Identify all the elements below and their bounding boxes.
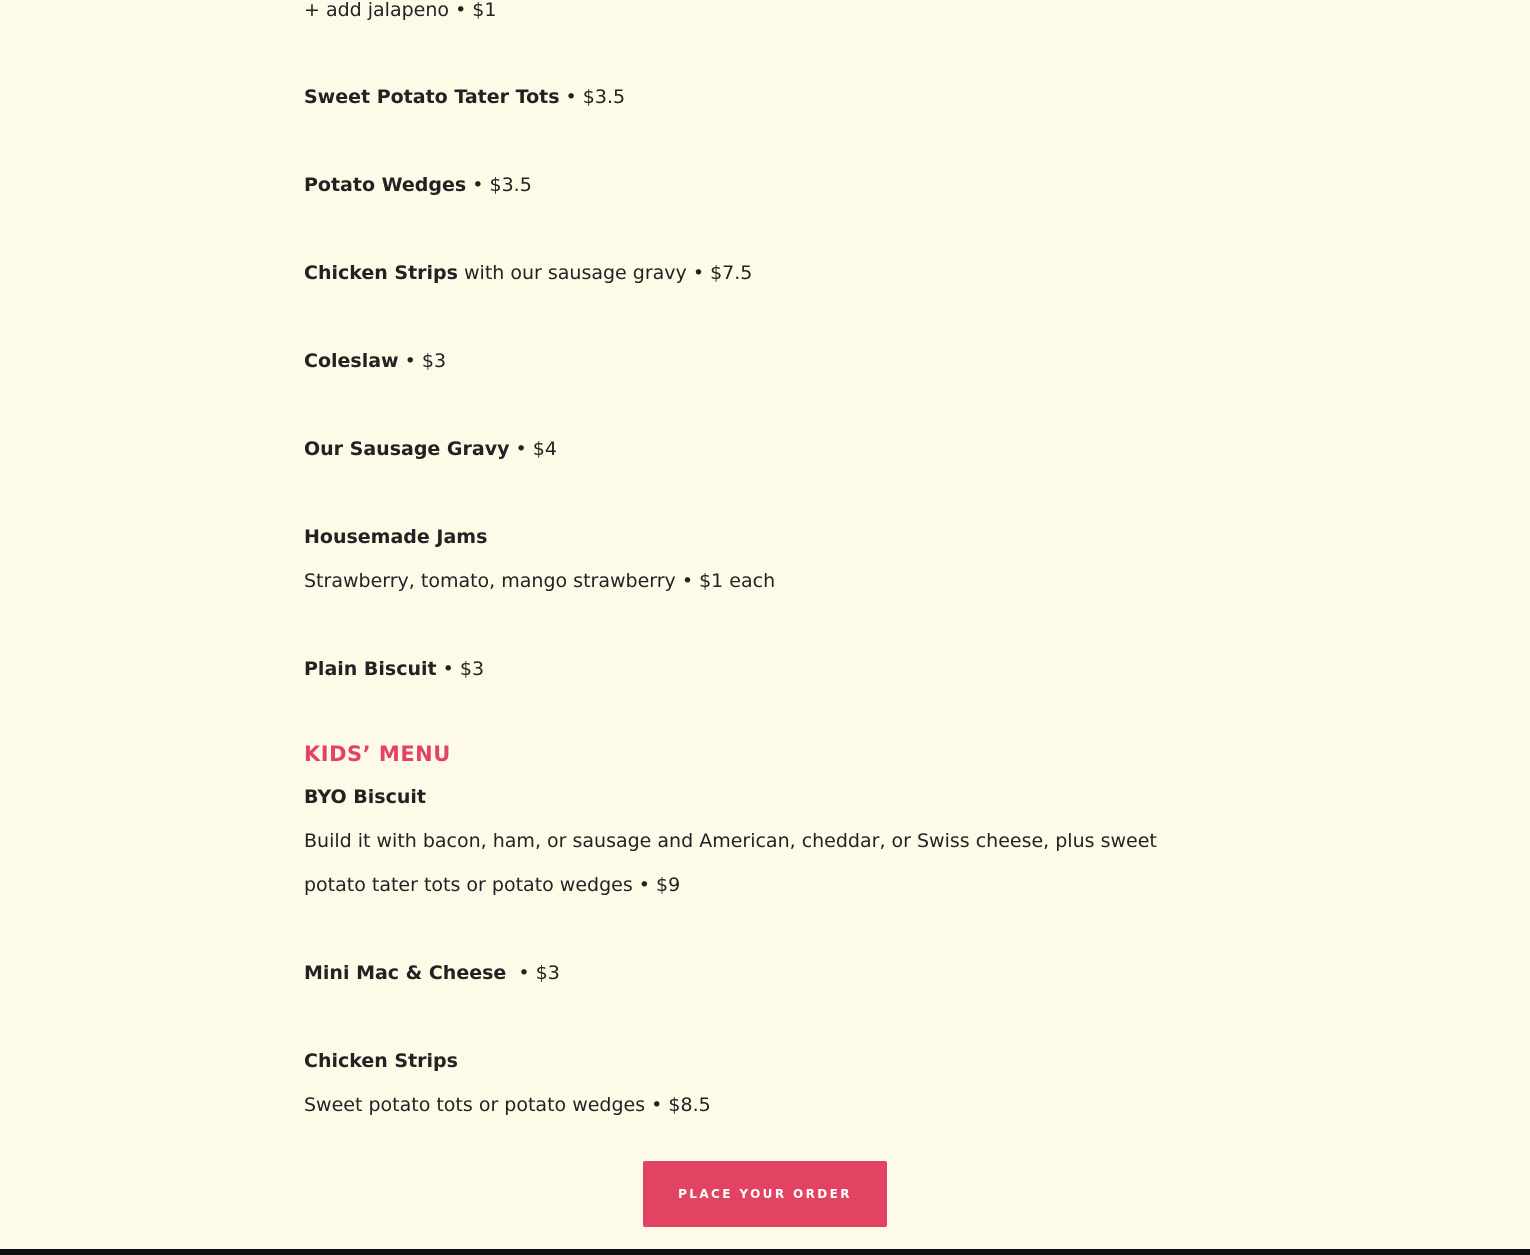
menu-item-byo-biscuit: BYO Biscuit — [304, 786, 426, 808]
kids-menu-heading: KIDS’ MENU — [304, 742, 451, 766]
menu-item-price: • $3 — [398, 350, 447, 372]
menu-item-chicken-strips-gravy — [304, 261, 752, 285]
menu-item-potato-wedges — [304, 173, 532, 197]
menu-item-description: Sweet potato tots or potato wedges • $8.5 — [304, 1094, 711, 1116]
menu-item-price: • $3.5 — [559, 86, 626, 108]
menu-item-price: • $3 — [436, 658, 485, 680]
menu-item-name: Coleslaw — [304, 350, 399, 372]
menu-item-kids-chicken-strips: Chicken Strips — [304, 1050, 458, 1072]
jalapeno-addon: + add jalapeno • $1 — [304, 0, 497, 21]
menu-item-sausage-gravy — [304, 437, 557, 461]
menu-item-name: Chicken Strips — [304, 262, 458, 284]
menu-item-sweet-potato-tots — [304, 85, 625, 109]
menu-item-name: Plain Biscuit — [304, 658, 437, 680]
place-order-button[interactable]: PLACE YOUR ORDER — [643, 1161, 887, 1227]
menu-item-price: • $3.5 — [466, 174, 532, 196]
menu-item-name: Sweet Potato Tater Tots — [304, 86, 560, 108]
menu-item-price: • $3 — [506, 962, 560, 984]
menu-item-mini-mac-cheese — [304, 961, 560, 985]
menu-item-description: potato tater tots or potato wedges • $9 — [304, 874, 681, 896]
menu-item-name: Potato Wedges — [304, 174, 467, 196]
page-bottom-border — [0, 1249, 1530, 1255]
menu-item-price: with our sausage gravy • $7.5 — [457, 262, 753, 284]
menu-item-name: Our Sausage Gravy — [304, 438, 510, 460]
menu-item-description: Build it with bacon, ham, or sausage and American, cheddar, or Swiss cheese, plus sweet — [304, 830, 1157, 852]
menu-item-coleslaw — [304, 349, 446, 373]
menu-item-name: Mini Mac & Cheese — [304, 962, 507, 984]
menu-item-plain-biscuit — [304, 657, 484, 681]
menu-item-description: Strawberry, tomato, mango strawberry • $1 each — [304, 570, 776, 592]
menu-item-price: • $4 — [509, 438, 557, 460]
menu-item-housemade-jams: Housemade Jams — [304, 526, 488, 548]
